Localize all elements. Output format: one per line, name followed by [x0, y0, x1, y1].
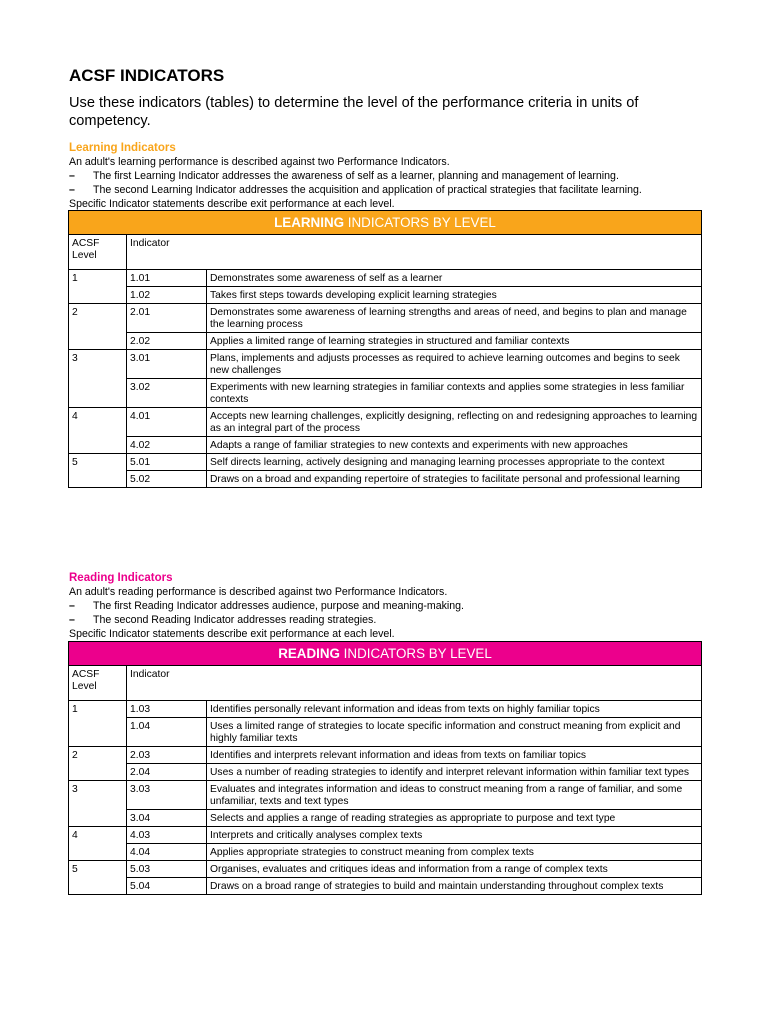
table-row — [69, 718, 702, 747]
indicator-code: 3.02 — [127, 379, 207, 408]
table-row — [69, 350, 702, 379]
indicator-code: 1.02 — [127, 287, 207, 304]
indicator-code: 3.04 — [127, 810, 207, 827]
dash-bullet-icon: – — [69, 614, 75, 626]
indicator-code: 4.02 — [127, 437, 207, 454]
level-cell: 4 — [69, 827, 127, 844]
indicator-code: 5.04 — [127, 878, 207, 895]
indicator-description: Applies appropriate strategies to construct meaning from complex texts — [207, 844, 702, 861]
reading-section-intro — [69, 572, 729, 641]
table-row — [69, 764, 702, 781]
indicator-code: 1.04 — [127, 718, 207, 747]
indicator-description: Draws on a broad range of strategies to build and maintain understanding throughout complex texts — [207, 878, 702, 895]
column-header-acsf-level: ACSF Level — [69, 666, 127, 701]
reading-table-title-rest: INDICATORS BY LEVEL — [339, 645, 492, 661]
table-row — [69, 781, 702, 810]
reading-bullet-2-text: The second Reading Indicator addresses reading strategies. — [93, 614, 377, 626]
indicator-description: Interprets and critically analyses complex texts — [207, 827, 702, 844]
indicator-code: 4.04 — [127, 844, 207, 861]
indicator-code: 1.01 — [127, 270, 207, 287]
reading-heading: Reading Indicators — [69, 572, 173, 584]
indicator-description: Demonstrates some awareness of learning strengths and areas of need, and begins to plan and manage the learning process — [207, 304, 702, 333]
level-cell — [69, 718, 127, 747]
indicator-code: 2.02 — [127, 333, 207, 350]
table-row — [69, 304, 702, 333]
indicator-code: 5.01 — [127, 454, 207, 471]
level-cell — [69, 333, 127, 350]
reading-indicators-table — [68, 641, 702, 895]
table-row — [69, 827, 702, 844]
level-cell — [69, 878, 127, 895]
table-row — [69, 454, 702, 471]
level-cell: 5 — [69, 454, 127, 471]
level-cell — [69, 287, 127, 304]
table-row — [69, 379, 702, 408]
table-row — [69, 747, 702, 764]
indicator-code: 4.01 — [127, 408, 207, 437]
table-row — [69, 701, 702, 718]
level-cell — [69, 810, 127, 827]
table-row — [69, 437, 702, 454]
reading-table-title-bold: READING — [278, 645, 340, 661]
learning-table-title-row — [69, 211, 702, 235]
indicator-description: Identifies personally relevant information and ideas from texts on highly familiar topics — [207, 701, 702, 718]
learning-section-intro — [69, 142, 729, 211]
reading-column-header-row — [69, 666, 702, 701]
level-cell — [69, 437, 127, 454]
level-cell: 2 — [69, 304, 127, 333]
indicator-description: Self directs learning, actively designing and managing learning processes appropriate to the context — [207, 454, 702, 471]
learning-table-title — [69, 211, 702, 235]
learning-note: Specific Indicator statements describe exit performance at each level. — [69, 198, 395, 210]
indicator-code: 2.01 — [127, 304, 207, 333]
level-cell — [69, 844, 127, 861]
indicator-description: Organises, evaluates and critiques ideas and information from a range of complex texts — [207, 861, 702, 878]
column-header-indicator: Indicator — [127, 666, 702, 701]
level-cell: 5 — [69, 861, 127, 878]
table-row — [69, 270, 702, 287]
indicator-description: Demonstrates some awareness of self as a learner — [207, 270, 702, 287]
table-row — [69, 471, 702, 488]
table-row — [69, 333, 702, 350]
learning-bullet-1-text: The first Learning Indicator addresses the awareness of self as a learner, planning and management of learning. — [93, 170, 619, 182]
indicator-code: 2.04 — [127, 764, 207, 781]
level-cell — [69, 471, 127, 488]
reading-bullet-1 — [69, 599, 729, 613]
page-title: ACSF INDICATORS — [69, 66, 225, 85]
level-cell — [69, 764, 127, 781]
level-cell: 3 — [69, 350, 127, 379]
level-cell: 2 — [69, 747, 127, 764]
table-row — [69, 810, 702, 827]
dash-bullet-icon: – — [69, 600, 75, 612]
column-header-acsf-level: ACSF Level — [69, 235, 127, 270]
reading-table-title — [69, 642, 702, 666]
indicator-description: Uses a limited range of strategies to locate specific information and construct meaning from explicit and highly familiar texts — [207, 718, 702, 747]
learning-bullet-1 — [69, 169, 729, 183]
table-row — [69, 878, 702, 895]
table-row — [69, 844, 702, 861]
learning-bullet-2 — [69, 183, 729, 197]
learning-indicators-table — [68, 210, 702, 488]
indicator-code: 3.03 — [127, 781, 207, 810]
indicator-code: 5.02 — [127, 471, 207, 488]
learning-description: An adult's learning performance is described against two Performance Indicators. — [69, 156, 450, 168]
indicator-description: Accepts new learning challenges, explicitly designing, reflecting on and redesigning approaches to learning as an integral part of the process — [207, 408, 702, 437]
indicator-description: Uses a number of reading strategies to identify and interpret relevant information within familiar text types — [207, 764, 702, 781]
indicator-code: 2.03 — [127, 747, 207, 764]
learning-heading: Learning Indicators — [69, 142, 176, 154]
reading-bullet-2 — [69, 613, 729, 627]
indicator-description: Takes first steps towards developing explicit learning strategies — [207, 287, 702, 304]
intro-text: Use these indicators (tables) to determine the level of the performance criteria in units of competency. — [69, 95, 639, 129]
table-row — [69, 861, 702, 878]
indicator-description: Experiments with new learning strategies in familiar contexts and applies some strategies in less familiar contexts — [207, 379, 702, 408]
indicator-code: 5.03 — [127, 861, 207, 878]
indicator-description: Adapts a range of familiar strategies to new contexts and experiments with new approaches — [207, 437, 702, 454]
level-cell: 3 — [69, 781, 127, 810]
learning-table-title-bold: LEARNING — [274, 214, 345, 230]
reading-description: An adult's reading performance is described against two Performance Indicators. — [69, 586, 448, 598]
reading-table-title-row — [69, 642, 702, 666]
indicator-description: Plans, implements and adjusts processes as required to achieve learning outcomes and begins to seek new challenges — [207, 350, 702, 379]
dash-bullet-icon: – — [69, 170, 75, 182]
indicator-code: 3.01 — [127, 350, 207, 379]
learning-bullet-2-text: The second Learning Indicator addresses the acquisition and application of practical strategies that facilitate learning. — [93, 184, 642, 196]
reading-note: Specific Indicator statements describe exit performance at each level. — [69, 628, 395, 640]
indicator-description: Selects and applies a range of reading strategies as appropriate to purpose and text type — [207, 810, 702, 827]
column-header-indicator: Indicator — [127, 235, 702, 270]
learning-table-title-rest: INDICATORS BY LEVEL — [344, 214, 496, 230]
indicator-description: Applies a limited range of learning strategies in structured and familiar contexts — [207, 333, 702, 350]
dash-bullet-icon: – — [69, 184, 75, 196]
learning-column-header-row — [69, 235, 702, 270]
level-cell: 4 — [69, 408, 127, 437]
table-row — [69, 287, 702, 304]
reading-bullet-1-text: The first Reading Indicator addresses audience, purpose and meaning-making. — [93, 600, 464, 612]
indicator-code: 1.03 — [127, 701, 207, 718]
table-row — [69, 408, 702, 437]
indicator-description: Draws on a broad and expanding repertoire of strategies to facilitate personal and professional learning — [207, 471, 702, 488]
level-cell: 1 — [69, 701, 127, 718]
level-cell: 1 — [69, 270, 127, 287]
level-cell — [69, 379, 127, 408]
indicator-description: Evaluates and integrates information and ideas to construct meaning from a range of familiar, and some unfamiliar, texts and text types — [207, 781, 702, 810]
indicator-description: Identifies and interprets relevant information and ideas from texts on familiar topics — [207, 747, 702, 764]
indicator-code: 4.03 — [127, 827, 207, 844]
